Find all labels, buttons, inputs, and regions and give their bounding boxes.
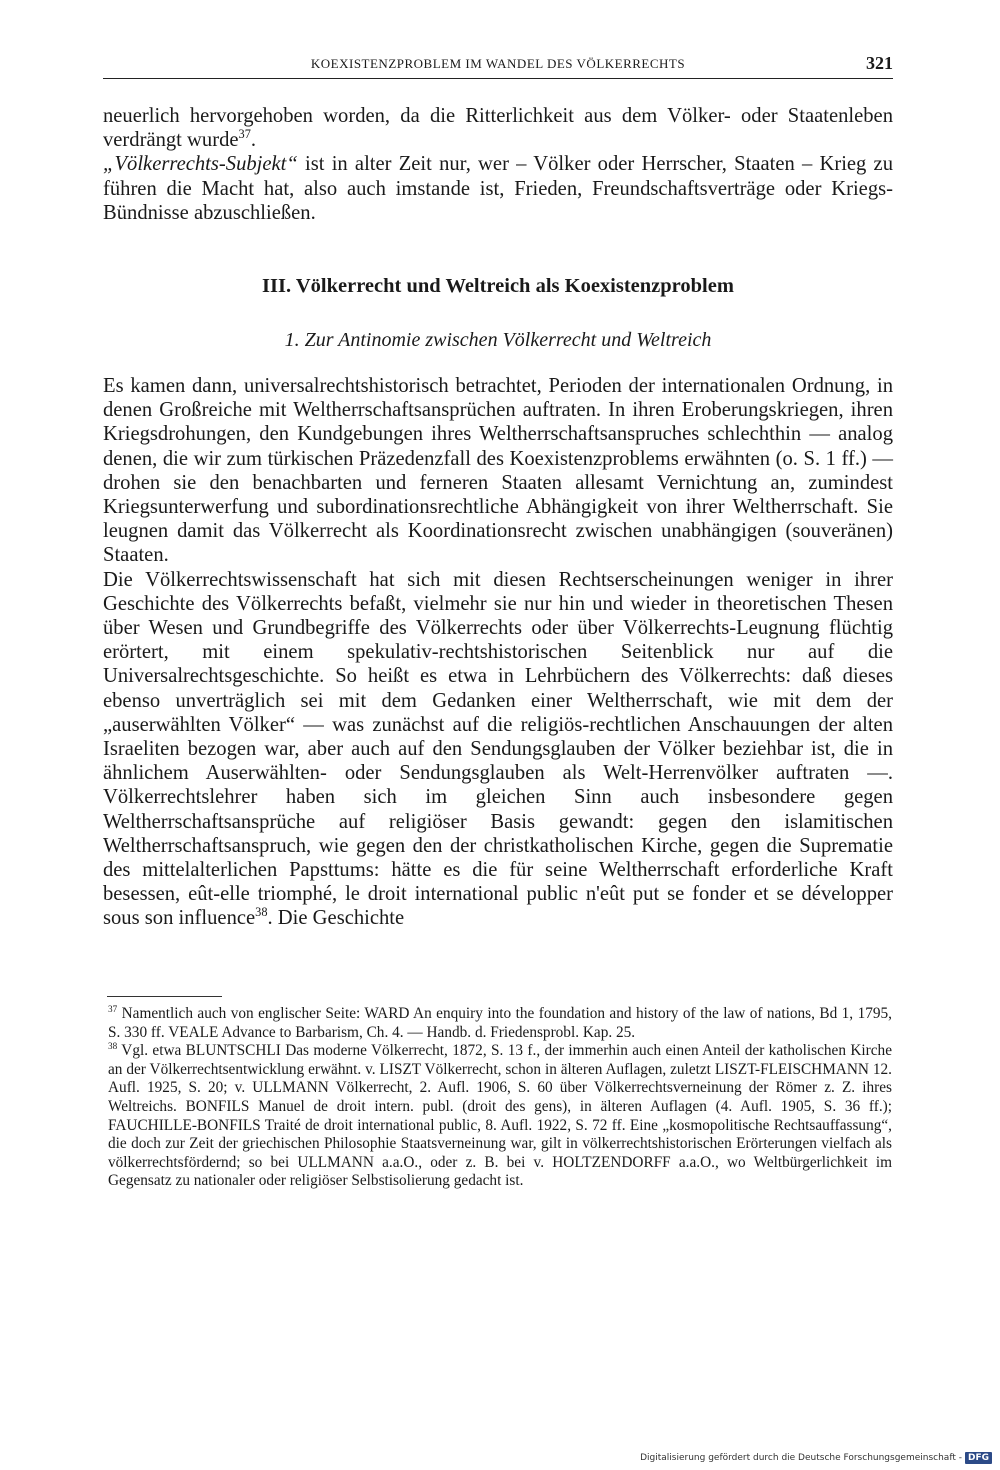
intro-paragraph-1-end: . <box>250 129 257 152</box>
footnote-divider <box>107 996 222 997</box>
main-paragraph-2-end: . Die Geschichte <box>267 907 405 930</box>
footnote-number: 38 <box>108 1041 118 1052</box>
main-paragraph-1: Es kamen dann, universalrechtshistorisch betrachtet, Perioden der internationalen Ordnung, in denen Großreiche mit Weltherrschaftsansprüchen auftraten. In ihren Eroberungskriegen, ihren Kriegsdrohungen, den Kundgebungen ihres Weltherrschaftsanspruches schlechthin — analog denen, die wir zum türkischen Präzedenzfall des Koexistenzproblems erwähnten (o. S. 1 ff.) — drohen sie den benachbarten und ferneren Staaten allesamt Vernichtung an, zumindest Kriegsunterwerfung und subordinationsrechtliche Abhängigkeit von ihrer Weltherrschaft. Sie leugnen damit das Völkerrecht als Koordinationsrecht zwischen unabhängigen (souveränen) Staaten. <box>103 375 893 567</box>
term-voelkerrechts-subjekt: „Völkerrechts-Subjekt“ <box>103 153 298 176</box>
footnote-37 <box>108 1005 892 1042</box>
footnotes <box>108 1005 892 1191</box>
intro-paragraph-2-text: ist in alter Zeit nur, wer – Völker oder Herrscher, Staaten – Krieg zu führen die Macht hat, also auch imstande ist, Frieden, Freundschaftsverträge oder Kriegs-Bündnisse abzuschließen. <box>103 153 893 224</box>
subsection-heading: 1. Zur Antinomie zwischen Völkerrecht und Weltreich <box>284 329 712 351</box>
section-heading: III. Völkerrecht und Weltreich als Koexistenzproblem <box>262 275 734 297</box>
page-number: 321 <box>866 53 893 73</box>
footnote-ref-38[interactable]: 38 <box>255 905 268 920</box>
footnote-text: Namentlich auch von englischer Seite: WARD An enquiry into the foundation and history of the law of nations, Bd 1, 1795, S. 330 ff. VEALE Advance to Barbarism, Ch. 4. — Handb. d. Friedensprobl. Kap. 25. <box>108 1005 892 1041</box>
running-header <box>103 52 893 79</box>
intro-text <box>103 104 893 225</box>
digitization-credit <box>640 1450 992 1466</box>
running-title: KOEXISTENZPROBLEM IM WANDEL DES VÖLKERRECHTS <box>310 56 686 71</box>
main-paragraph-2 <box>103 568 893 931</box>
intro-paragraph-1-text: neuerlich hervorgehoben worden, da die Ritterlichkeit aus dem Völker- oder Staatenleben verdrängt wurde <box>103 105 893 152</box>
intro-paragraph-2 <box>103 152 893 225</box>
main-text <box>103 374 893 931</box>
main-paragraph-2-text: Die Völkerrechtswissenschaft hat sich mit diesen Rechtserscheinungen weniger in ihrer Geschichte des Völkerrechts befaßt, vielmehr sie nur hin und wieder in theoretischen Thesen über Wesen und Grundbegriffe des Völkerrechts oder über Völkerrechts-Leugnung flüchtig erörtert, mit einem spekulativ-rechtshistorischen Seitenblick nur auf die Universalrechtsgeschichte. So heißt es etwa in Lehrbüchern des Völkerrechts: daß dieses ebenso unverträglich sei mit dem Gedanken einer Weltherrschaft, wie mit dem der „auserwählten Völker“ — was zunächst auf die religiös-rechtlichen Anschauungen der alten Israeliten bezogen war, aber auch auf den Sendungsglauben der Völker beziehbar ist, die in ähnlichem Auserwählten- oder Sendungsglauben als Welt-Herrenvölker auftraten —. Völkerrechtslehrer haben sich im gleichen Sinn auch insbesondere gegen Weltherrschaftsansprüche auf religiöser Basis gewandt: gegen den islamitischen Weltherrschaftsanspruch, wie gegen den der christkatholischen Kirche, gegen die Suprematie des mittelalterlichen Papsttums: hätte es die für seine Weltherrschaft erforderliche Kraft besessen, eût-elle triomphé, le droit international public n'eût put se fonder et se développer sous son influence <box>103 568 893 930</box>
footnote-38 <box>108 1042 892 1191</box>
footnote-ref-37[interactable]: 37 <box>238 127 251 142</box>
footnote-number: 37 <box>108 1003 118 1014</box>
credit-text: Digitalisierung gefördert durch die Deutsche Forschungsgemeinschaft - <box>640 1453 962 1463</box>
footnote-text: Vgl. etwa BLUNTSCHLI Das moderne Völkerrecht, 1872, S. 13 f., der immerhin auch einen Anteil der katholischen Kirche an der Völkerrechtsentwicklung erwähnt. v. LISZT Völkerrecht, schon in älteren Auflagen, zuletzt LISZT-FLEISCHMANN 12. Aufl. 1925, S. 20; v. ULLMANN Völkerrecht, 2. Aufl. 1906, S. 60 über Völkerrechtsverneinung der Römer z. Z. ihres Weltreichs. BONFILS Manuel de droit intern. publ. (droit des gens), in älteren Auflagen (4. Aufl. 1905, S. 36 ff.); FAUCHILLE-BONFILS Traité de droit international public, 8. Aufl. 1922, S. 72 ff. Eine „kosmopolitische Rechtsauffassung“, die doch zur Zeit der griechischen Philosophie Staatsverneinung war, gilt in völkerrechtshistorischen Erörterungen vielfach als völkerrechtsfördernd; so bei ULLMANN a.a.O., oder z. B. bei v. HOLTZENDORFF a.a.O., wo Weltbürgerlichkeit im Gegensatz zu nationaler oder religiöser Selbstisolierung gedacht ist. <box>108 1042 892 1190</box>
dfg-logo-icon: DFG <box>965 1452 992 1464</box>
intro-paragraph-1 <box>103 104 893 152</box>
